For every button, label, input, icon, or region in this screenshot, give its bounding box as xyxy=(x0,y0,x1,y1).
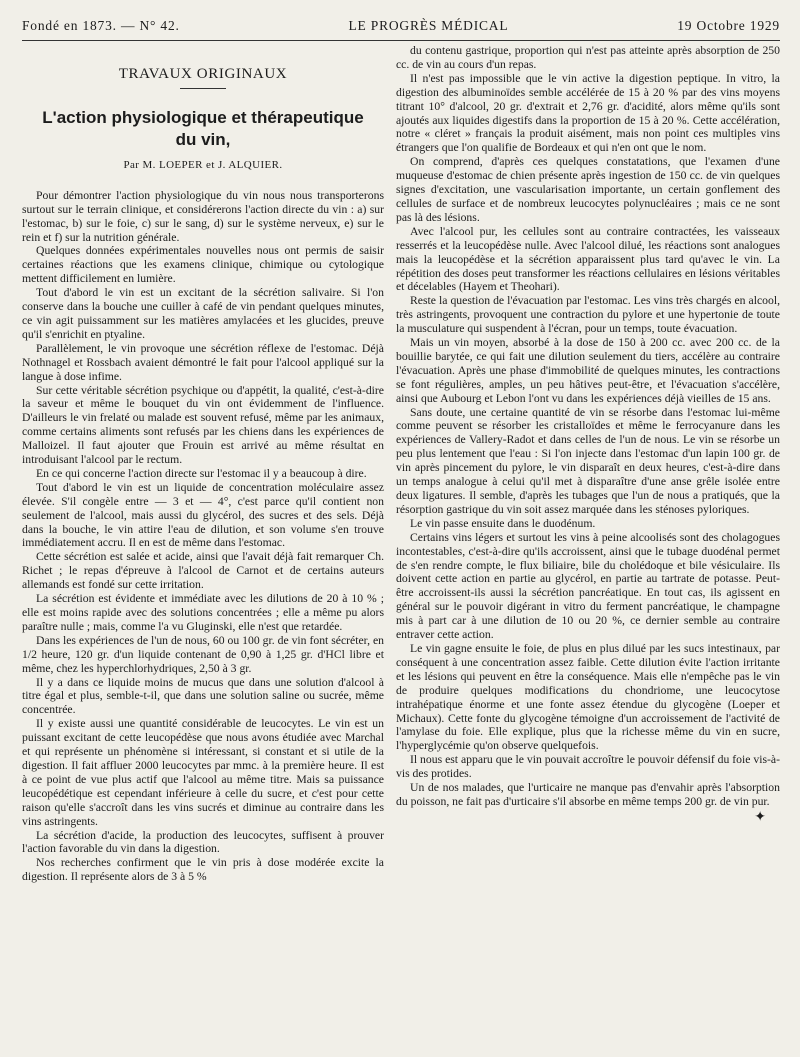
paragraph: En ce qui concerne l'action directe sur l'estomac il y a beaucoup à dire. xyxy=(36,466,367,480)
end-ornament: ✦ xyxy=(754,809,766,825)
header-rule xyxy=(22,40,780,41)
paragraph: Reste la question de l'évacuation par l'estomac. Les vins très chargés en alcool, très astringents, provoquent une contraction du pylore et une hypertonie de toute la musculature qui suspendent à l'écran, pour un temps, toute évacuation. xyxy=(396,294,780,336)
section-title: TRAVAUX ORIGINAUX xyxy=(118,66,288,82)
left-column-body xyxy=(22,189,384,884)
paragraph: Quelques données expérimentales nouvelles nous ont permis de saisir certaines réactions que les examens clinique, chimique ou cytologique mettent difficilement en lumière. xyxy=(22,244,384,286)
article-title-line-2: du vin, xyxy=(175,129,231,149)
paragraph: Tout d'abord le vin est un liquide de concentration moléculaire assez élevée. S'il congèle entre — 3 et — 4°, c'est parce qu'il contient non seulement de l'alcool, mais aussi du glycérol, des sucres et des sels. Déjà dans la bouche, le vin attire l'eau de dilution, et son volume s'en trouve immédiatement accru. Il en est de même dans l'estomac. xyxy=(22,480,384,550)
paragraph: La sécrétion est évidente et immédiate avec les dilutions de 20 à 10 % ; elle est moins rapide avec des solutions concentrées ; elle a même pu alors paraître nulle ; mais, comme l'a vu Gluginski, elle n'est que retardée. xyxy=(22,592,384,633)
paragraph: Le vin passe ensuite dans le duodénum. xyxy=(410,516,596,530)
paragraph: Sans doute, une certaine quantité de vin se résorbe dans l'estomac lui-même comme peuvent se résorber les cristalloïdes et même le ferrocyanure dans les expériences de Vallery-Radot et dans celles de l'un de nous. Le vin se résorbe un peu plus lentement que l'eau : Si l'on injecte dans l'estomac d'un lapin 100 gr. de vin après pincement du pylore, le vin disparaît en deux heures, c'est-à-dire dans un temps analogue à celui qu'il met à disparaître d'une anse grêle isolée entre deux ligatures. Il semble, d'après les tubages que l'un de nous a pratiqués, que la résorption gastrique du vin soit assez marquée dans les sténoses pyloriques. xyxy=(396,405,780,516)
paragraph: Sur cette véritable sécrétion psychique ou d'appétit, la qualité, c'est-à-dire la saveur et même le bouquet du vin ont évidemment de l'influence. D'ailleurs le vin frelaté ou malade est souvent refusé, même par les animaux, comme certains aliments sont refusés par les chiens dans les expériences de Malloizel. Il faut ajouter que Frouin est arrivé au même résultat en introduisant l'alcool par le rectum. xyxy=(22,383,384,467)
paragraph: Il y existe aussi une quantité considérable de leucocytes. Le vin est un puissant excitant de cette leucopédèse que nous avons étudiée avec Marchal et qui représente un phénomène si intéressant, si constant et si utile de la digestion. Il fait affluer 2000 leucocytes par mmc. à la première heure. Il est à ce point de vue plus actif que l'alcool au même titre. Mais sa puissance leucopédétique est cependant inférieure à celle du sucre, et c'est pour cette raison qu'elle s'accroît dans les vins sucrés et diminue au contraire dans les vins astringents. xyxy=(22,717,384,828)
header-date: 19 Octobre 1929 xyxy=(677,18,780,33)
paragraph: Avec l'alcool pur, les cellules sont au contraire contractées, les vaisseaux resserrés et la leucopédèse nulle. Avec l'alcool dilué, les réactions sont analogues mais la leucopédèse et la sécrétion apparaissent plus tard qu'avec le vin. La répétition des doses peut transformer les réactions cellulaires en lésions véritables et décelables (Hayem et Theohari). xyxy=(396,224,780,294)
paragraph: Cette sécrétion est salée et acide, ainsi que l'avait déjà fait remarquer Ch. Richet ; le repas d'épreuve à l'alcool de Carnot et de certains auteurs allemands est fondé sur cette irritation. xyxy=(22,550,384,592)
right-column-body xyxy=(396,44,780,809)
header-founded: Fondé en 1873. — N° 42. xyxy=(22,18,180,33)
paragraph: du contenu gastrique, proportion qui n'est pas atteinte après absorption de 250 cc. de vin au cours d'un repas. xyxy=(396,44,780,71)
paragraph: La sécrétion d'acide, la production des leucocytes, suffisent à prouver l'action favorable du vin dans la digestion. xyxy=(22,828,384,856)
paragraph: Il n'est pas impossible que le vin active la digestion peptique. In vitro, la digestion des albuminoïdes semble accélérée de 15 à 20 % par des vins moyens titrant 10° d'alcool, 20 gr. d'extrait et 2,76 gr. d'acidité, alors même qu'ils sont ajoutés aux liquides digestifs dans la proportion de 15 à 20 %. Cette accélération, notre « cléret » français la produit aisément, mais non point ces multiples vins étrangers que l'on qualifie de Bordeaux et qui n'en ont que le nom. xyxy=(396,71,780,155)
paragraph: Nos recherches confirment que le vin pris à dose modérée excite la digestion. Il représente alors de 3 à 5 % xyxy=(22,856,384,884)
article-byline: Par M. LOEPER et J. ALQUIER. xyxy=(123,158,283,171)
running-header xyxy=(22,18,780,36)
left-column xyxy=(22,50,384,1047)
paragraph: Pour démontrer l'action physiologique du vin nous nous transporterons surtout sur le terrain clinique, et considérerons l'action directe du vin : a) sur l'estomac, b) sur le foie, c) sur le sang, d) sur le système nerveux, e) sur le rein et f) sur la nutrition générale. xyxy=(22,188,384,244)
paragraph: Un de nos malades, que l'urticaire ne manque pas d'envahir après l'absorption du poisson, ne fait pas d'urticaire s'il absorbe en même temps 200 gr. de vin pur. xyxy=(396,781,780,808)
paragraph: Il nous est apparu que le vin pouvait accroître le pouvoir défensif du foie vis-à-vis des protides. xyxy=(396,753,780,781)
paragraph: Parallèlement, le vin provoque une sécrétion réflexe de l'estomac. Déjà Nothnagel et Rossbach avaient démontré le fait pour l'alcool appliqué sur la langue à dose infime. xyxy=(22,341,384,383)
paragraph: Dans les expériences de l'un de nous, 60 ou 100 gr. de vin font sécréter, en 1/2 heure, 120 gr. d'un liquide contenant de 0,90 à 1,25 gr. d'HCl libre et même, chez les hyperchlorhydriques, 2,50 à 3 gr. xyxy=(22,633,384,675)
paragraph: Le vin gagne ensuite le foie, de plus en plus dilué par les sucs intestinaux, par conséquent à une concentration assez faible. Cette dilution évite l'action irritante et les lésions qui peuvent en être la conséquence. Mais elle n'empêche pas le vin de produire quelques modifications du chondriome, une leucocytose intrahépatique énorme et une fonte assez étendue du glycogène (Loeper et Michaux). Cette fonte du glycogène témoigne d'un accroissement de l'activité de l'amylase du foie. Elle explique, plus que la richesse même du vin en sucre, l'hyperglycémie qu'on observe quelquefois. xyxy=(396,641,780,753)
section-divider xyxy=(180,88,226,89)
right-column xyxy=(396,44,780,1047)
article-title xyxy=(22,107,384,151)
article-title-line-1: L'action physiologique et thérapeutique xyxy=(42,107,364,127)
paragraph: Certains vins légers et surtout les vins à peine alcoolisés sont des cholagogues incontestables, c'est-à-dire qu'ils accroissent, ainsi que le tubage duodénal permet de s'en rendre compte, le flux biliaire, bile du cholédoque et bile vésiculaire. Ils doivent cette action en partie au glycérol, en partie au tartrate de potasse. Peut-être accroissent-ils aussi la sécrétion pancréatique. En tout cas, ils agissent en général sur le pouvoir digérant in vitro du ferment pancréatique, le champagne mis à part car à une dilution de 10 ou 20 %, ce dernier semble au contraire entraver cette action. xyxy=(396,530,780,642)
header-journal-title: LE PROGRÈS MÉDICAL xyxy=(348,18,509,33)
paragraph: Il y a dans ce liquide moins de mucus que dans une solution d'alcool à titre égal et plus, semble-t-il, que dans une solution saline ou sucrée, même concentrée. xyxy=(22,675,384,717)
paragraph: Tout d'abord le vin est un excitant de la sécrétion salivaire. Si l'on conserve dans la bouche une cuiller à café de vin pendant quelques minutes, ce vin agit puissamment sur les matières amylacées et les glucides, preuve qu'il s'enrichit en ptyaline. xyxy=(22,286,384,341)
paragraph: Mais un vin moyen, absorbé à la dose de 150 à 200 cc. avec 200 cc. de la bouillie barytée, ce qui fait une dilution seulement du tiers, accélère au contraire l'évacuation. Après une phase d'immobilité de quelques minutes, les contractions se font régulières, amples, un peu hâtives peut-être, et l'évacuation s'accélère, ainsi que Aubourg et Lebon l'ont vu dans les expériences déjà vieilles de 15 ans. xyxy=(396,336,780,405)
paragraph: On comprend, d'après ces quelques constatations, que l'examen d'une muqueuse d'estomac de chien présente après ingestion de 150 cc. de vin quelques signes d'excitation, une vascularisation importante, un certain gonflement des cellules de surface et de nombreux leucocytes polynucléaires ; mais ce ne sont pas là des lésions. xyxy=(396,155,780,224)
